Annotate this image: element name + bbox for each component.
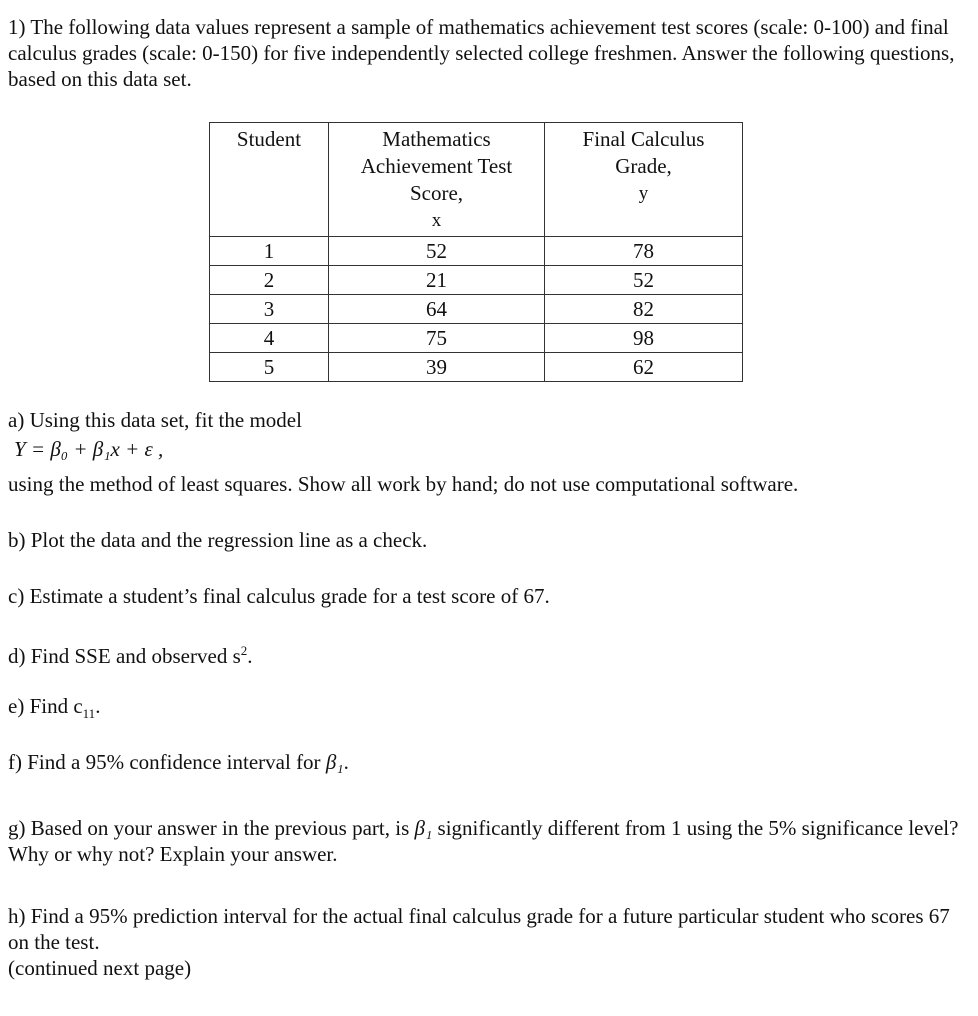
table-row: [210, 266, 743, 295]
cell-y: 98: [545, 324, 743, 353]
question-h-text: h) Find a 95% prediction interval for the actual final calculus grade for a future particular student who scores 67 on the test.: [8, 904, 950, 954]
question-e: [8, 693, 963, 727]
continued-note: (continued next page): [8, 956, 192, 980]
cell-student: 3: [210, 295, 329, 324]
cell-y: 78: [545, 237, 743, 266]
question-f-beta-symbol: β₁: [325, 750, 344, 774]
header-x-variable: x: [431, 210, 442, 231]
question-d-period: .: [247, 644, 253, 668]
table-row: [210, 324, 743, 353]
cell-y: 82: [545, 295, 743, 324]
question-f: [8, 749, 963, 775]
header-y-variable: y: [638, 183, 649, 204]
cell-y: 62: [545, 353, 743, 382]
cell-student: 5: [210, 353, 329, 382]
question-c: c) Estimate a student’s final calculus grade for a test score of 67.: [8, 584, 550, 608]
header-x-line2: Achievement Test: [360, 154, 513, 178]
question-d: [8, 638, 963, 669]
question-g-text-end: significantly different from 1 using the 5% significance level? Why or why not? Explain your answer.: [8, 816, 959, 866]
question-a-instructions: using the method of least squares. Show all work by hand; do not use computational software.: [8, 472, 799, 496]
question-g-text-start: g) Based on your answer in the previous part, is: [8, 816, 415, 840]
cell-x: 75: [329, 324, 545, 353]
header-y-line1: Final Calculus: [582, 127, 705, 151]
cell-student: 1: [210, 237, 329, 266]
cell-student: 4: [210, 324, 329, 353]
question-e-text: e) Find c: [8, 694, 83, 718]
header-y-line2: Grade,: [615, 154, 672, 178]
question-f-text: f) Find a 95% confidence interval for: [8, 750, 326, 774]
question-e-subscript: 11: [82, 706, 96, 722]
table-row: [210, 353, 743, 382]
table-row: [210, 295, 743, 324]
question-d-superscript: 2: [240, 643, 248, 658]
header-student-label: Student: [236, 127, 302, 151]
regression-model-equation: Y = β₀ + β₁x + ε ,: [14, 437, 164, 461]
question-d-text: d) Find SSE and observed s: [8, 644, 241, 668]
question-h: [8, 903, 963, 981]
cell-y: 52: [545, 266, 743, 295]
header-math-score: [329, 123, 545, 237]
question-f-period: .: [343, 750, 349, 774]
question-a-intro: a) Using this data set, fit the model: [8, 408, 302, 432]
cell-x: 21: [329, 266, 545, 295]
header-x-line1: Mathematics: [382, 127, 491, 151]
header-student: [210, 123, 329, 237]
cell-x: 64: [329, 295, 545, 324]
table-header-row: [210, 123, 743, 237]
question-g-beta-symbol: β₁: [414, 816, 433, 840]
table-row: [210, 237, 743, 266]
question-b: b) Plot the data and the regression line as a check.: [8, 528, 428, 552]
data-table: [209, 122, 743, 382]
header-x-line3: Score,: [409, 181, 464, 205]
problem-intro: 1) The following data values represent a sample of mathematics achievement test scores (scale: 0-100) and final calculus grades (scale: 0-150) for five independently selected college freshmen. Answer the following questions, based on this data set.: [8, 15, 955, 91]
cell-student: 2: [210, 266, 329, 295]
question-e-period: .: [95, 694, 101, 718]
header-calculus-grade: [545, 123, 743, 237]
question-g: [8, 815, 963, 867]
cell-x: 39: [329, 353, 545, 382]
cell-x: 52: [329, 237, 545, 266]
